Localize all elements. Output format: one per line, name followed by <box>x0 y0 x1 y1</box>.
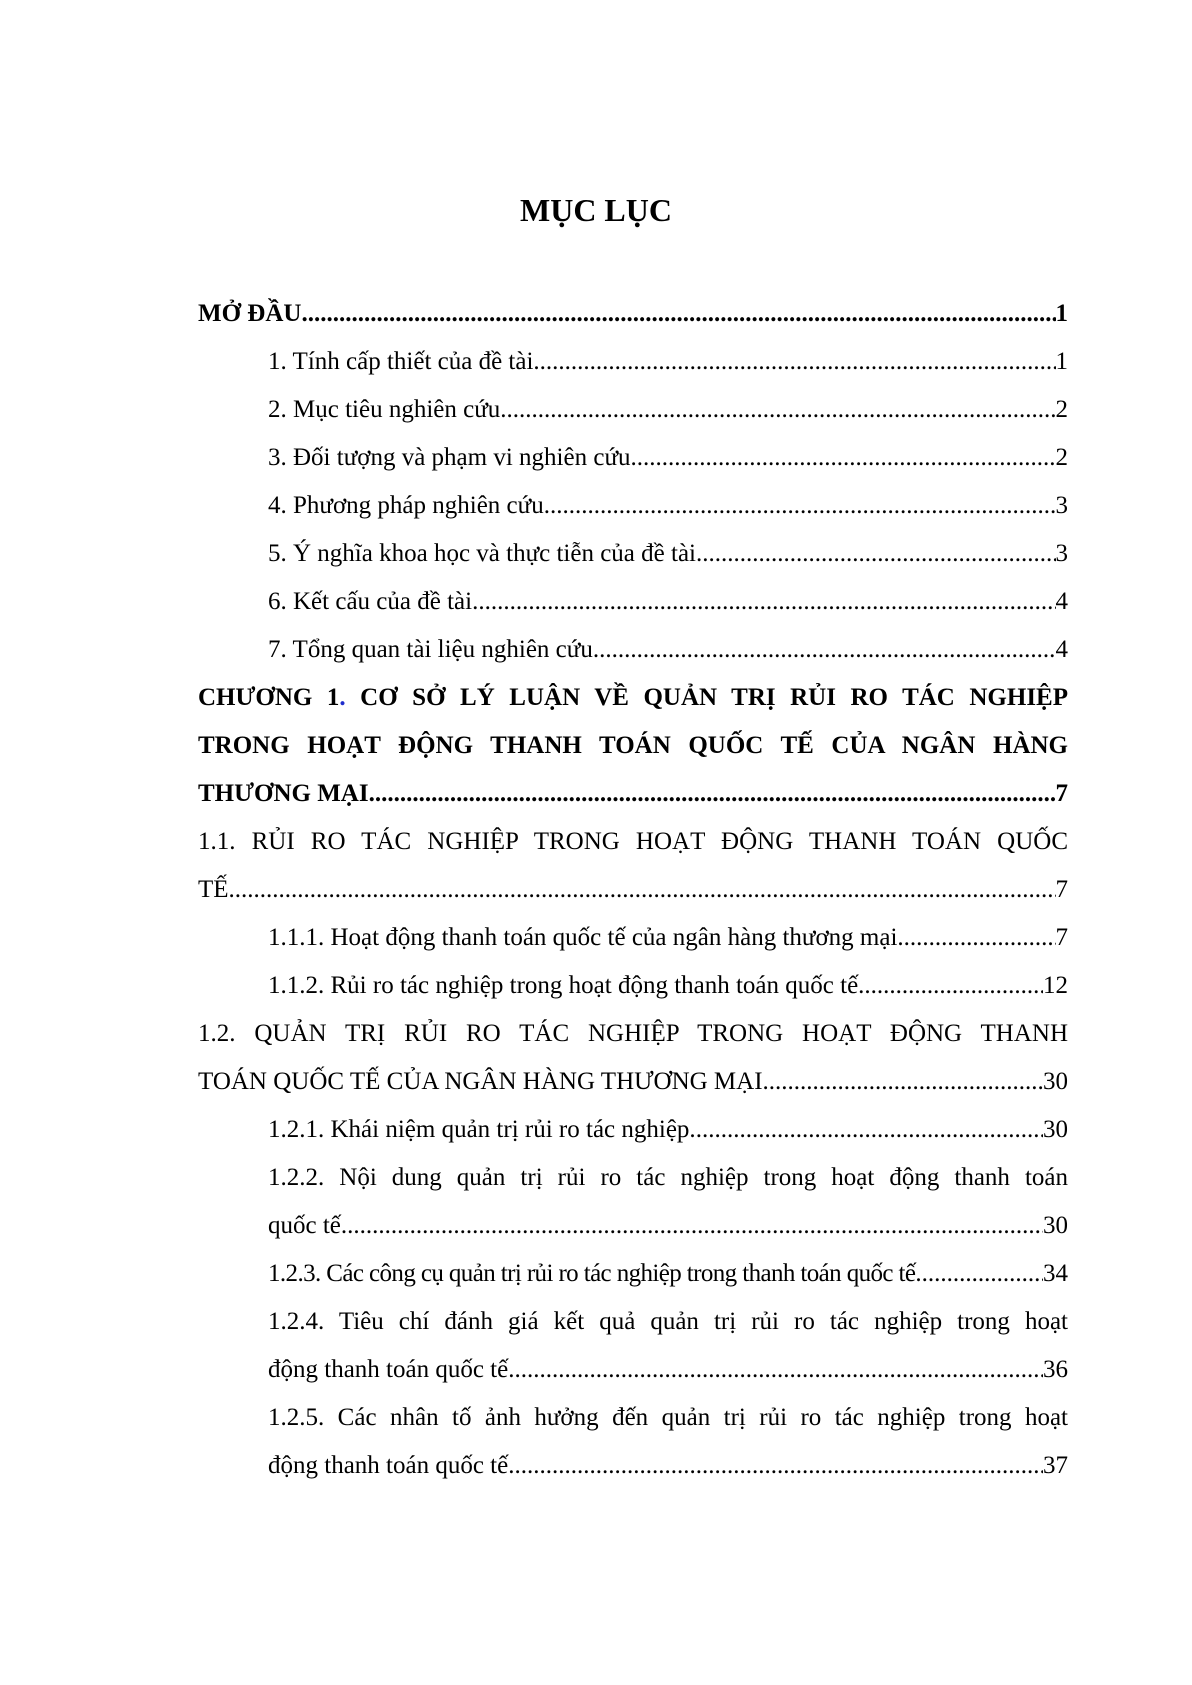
dot-leader <box>508 1346 1043 1394</box>
page-title: MỤC LỤC <box>520 192 672 228</box>
chapter-label: CHƯƠNG 1 <box>198 684 340 711</box>
dot-leader <box>593 626 1056 674</box>
toc-entry-1-2[interactable] <box>198 1010 1068 1106</box>
toc-page-number: 30 <box>1043 1116 1068 1143</box>
toc-entry-title-line: động thanh toán quốc tế <box>268 1452 509 1479</box>
toc-entry-title-line: 1.2.2. Nội dung quản trị rủi ro tác nghiệp trong hoạt động thanh toán <box>268 1164 1068 1191</box>
toc-entry-1-2-5[interactable] <box>198 1394 1068 1490</box>
toc-entry-title: 5. Ý nghĩa khoa học và thực tiễn của đề tài <box>268 540 696 567</box>
dot-leader <box>472 578 1055 626</box>
dot-leader <box>696 1106 1043 1154</box>
toc-page-number: 7 <box>1055 780 1068 807</box>
toc-entry-mo-dau[interactable] <box>198 290 1068 338</box>
toc-entry-title: 1.1.1. Hoạt động thanh toán quốc tế của ngân hàng thương mại. <box>268 924 904 951</box>
toc-entry-title-line: động thanh toán quốc tế <box>268 1356 509 1383</box>
chapter-label-dot: . <box>339 684 346 711</box>
toc-page-number: 3 <box>1055 540 1068 567</box>
toc-entry-1-2-2[interactable] <box>198 1154 1068 1250</box>
toc-entry-title: 1.1.2. Rủi ro tác nghiệp trong hoạt động thanh toán quốc tế <box>268 972 859 999</box>
dot-leader <box>500 386 1055 434</box>
toc-entry-title-line: 1.2.5. Các nhân tố ảnh hưởng đến quản trị rủi ro tác nghiệp trong hoạt <box>268 1404 1068 1431</box>
toc-entry-1-2-1[interactable] <box>198 1106 1068 1154</box>
dot-leader <box>301 290 1055 338</box>
toc-entry-1-1-1[interactable] <box>198 914 1068 962</box>
toc-page-number: 30 <box>1043 1212 1068 1239</box>
dot-leader <box>544 482 1056 530</box>
toc-page-number: 2 <box>1055 396 1068 423</box>
dot-leader <box>915 1250 1043 1298</box>
toc-page-number: 3 <box>1055 492 1068 519</box>
toc-page-number: 1 <box>1055 348 1068 375</box>
toc-page-number: 4 <box>1055 636 1068 663</box>
toc-entry-title: 3. Đối tượng và phạm vi nghiên cứu <box>268 444 631 471</box>
toc-entry-title: 1. Tính cấp thiết của đề tài <box>268 348 534 375</box>
toc-entry-chuong-1[interactable] <box>198 674 1068 818</box>
toc-entry-1-1-2[interactable] <box>198 962 1068 1010</box>
dot-leader <box>375 770 1056 818</box>
dot-leader <box>229 866 1056 914</box>
dot-leader <box>904 914 1056 962</box>
toc-entry-title: 7. Tổng quan tài liệu nghiên cứu <box>268 636 593 663</box>
toc-entry-title-line: TOÁN QUỐC TẾ CỦA NGÂN HÀNG THƯƠNG MẠI. <box>198 1068 769 1095</box>
toc-entry-1-2-4[interactable] <box>198 1298 1068 1394</box>
dot-leader <box>858 962 1043 1010</box>
toc-entry-1-1[interactable] <box>198 818 1068 914</box>
toc-entry-7[interactable] <box>198 626 1068 674</box>
toc-page-number: 2 <box>1055 444 1068 471</box>
toc-entry-2[interactable] <box>198 386 1068 434</box>
toc-page-number: 7 <box>1055 924 1068 951</box>
toc-entry-title-line <box>198 674 1068 722</box>
dot-leader <box>341 1202 1043 1250</box>
dot-leader <box>508 1442 1043 1490</box>
toc-entry-title: MỞ ĐẦU <box>198 300 302 327</box>
toc-entry-1[interactable] <box>198 338 1068 386</box>
toc-page-number: 7 <box>1055 876 1068 903</box>
toc-entry-title-line: THƯƠNG MẠI. <box>198 780 375 807</box>
dot-leader <box>769 1058 1043 1106</box>
toc-page-number: 12 <box>1043 972 1068 999</box>
toc-entry-title: 1.2.1. Khái niệm quản trị rủi ro tác nghiệp. <box>268 1116 696 1143</box>
toc-page-number: 1 <box>1055 300 1068 327</box>
toc-entry-title-line: TẾ <box>198 876 229 903</box>
dot-leader <box>631 434 1056 482</box>
toc-page-number: 34 <box>1043 1260 1068 1287</box>
toc-page-number: 4 <box>1055 588 1068 615</box>
toc-page-number: 30 <box>1043 1068 1068 1095</box>
toc-entry-title: 6. Kết cấu của đề tài <box>268 588 473 615</box>
toc-entry-title: 2. Mục tiêu nghiên cứu <box>268 396 501 423</box>
toc-entry-4[interactable] <box>198 482 1068 530</box>
toc-entry-title: 1.2.3. Các công cụ quản trị rủi ro tác nghiệp trong thanh toán quốc tế <box>268 1260 916 1287</box>
dot-leader <box>533 338 1055 386</box>
toc-page-number: 36 <box>1043 1356 1068 1383</box>
toc-entry-title-line: 1.1. RỦI RO TÁC NGHIỆP TRONG HOẠT ĐỘNG THANH TOÁN QUỐC <box>198 828 1068 855</box>
toc-entry-5[interactable] <box>198 530 1068 578</box>
toc-entry-title-line: 1.2. QUẢN TRỊ RỦI RO TÁC NGHIỆP TRONG HOẠT ĐỘNG THANH <box>198 1020 1068 1047</box>
table-of-contents <box>198 290 1068 1490</box>
chapter-title-part: CƠ SỞ LÝ LUẬN VỀ QUẢN TRỊ RỦI RO TÁC NGHIỆP <box>345 684 1068 711</box>
toc-entry-title: 4. Phương pháp nghiên cứu <box>268 492 544 519</box>
dot-leader <box>696 530 1056 578</box>
toc-entry-6[interactable] <box>198 578 1068 626</box>
toc-entry-title-line: quốc tế <box>268 1212 341 1239</box>
toc-entry-title-line: 1.2.4. Tiêu chí đánh giá kết quả quản trị rủi ro tác nghiệp trong hoạt <box>268 1308 1068 1335</box>
toc-entry-3[interactable] <box>198 434 1068 482</box>
toc-entry-title-line: TRONG HOẠT ĐỘNG THANH TOÁN QUỐC TẾ CỦA NGÂN HÀNG <box>198 732 1068 759</box>
toc-entry-1-2-3[interactable] <box>198 1250 1068 1298</box>
toc-page-number: 37 <box>1043 1452 1068 1479</box>
